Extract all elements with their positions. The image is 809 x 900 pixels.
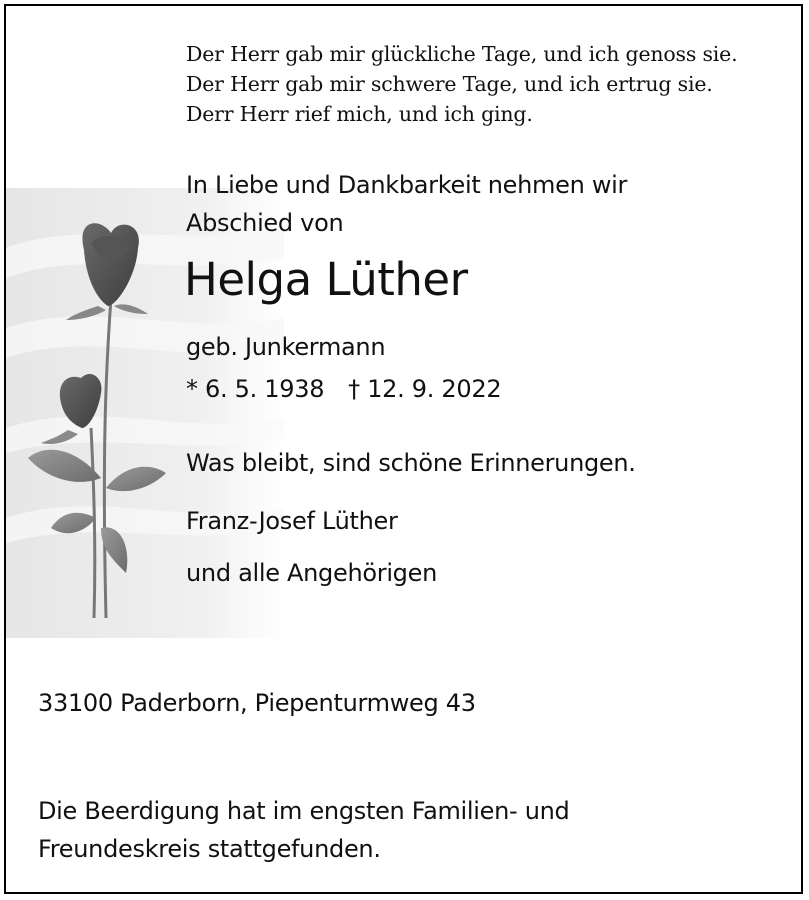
mourner-name: Franz-Josef Lüther [186,507,398,535]
life-dates [186,372,501,406]
mourner-relatives: und alle Angehörigen [186,559,437,587]
verse [186,39,737,129]
birth-date: * 6. 5. 1938 [186,375,325,403]
funeral-line: Die Beerdigung hat im engsten Familien- und [38,797,570,825]
intro-text [186,166,627,242]
funeral-line: Freundeskreis stattgefunden. [38,835,381,863]
intro-line: In Liebe und Dankbarkeit nehmen wir [186,171,628,199]
intro-line: Abschied von [186,209,344,237]
funeral-note [38,792,569,868]
deceased-name: Helga Lüther [184,253,468,306]
verse-line: Der Herr gab mir schwere Tage, und ich ertrug sie. [186,72,713,96]
maiden-name: geb. Junkermann [186,333,386,361]
verse-line: Derr Herr rief mich, und ich ging. [186,102,533,126]
memory-line: Was bleibt, sind schöne Erinnerungen. [186,449,636,477]
death-date: † 12. 9. 2022 [348,375,502,403]
obituary-notice [4,4,803,894]
address: 33100 Paderborn, Piepenturmweg 43 [38,689,476,717]
verse-line: Der Herr gab mir glückliche Tage, und ich genoss sie. [186,42,738,66]
